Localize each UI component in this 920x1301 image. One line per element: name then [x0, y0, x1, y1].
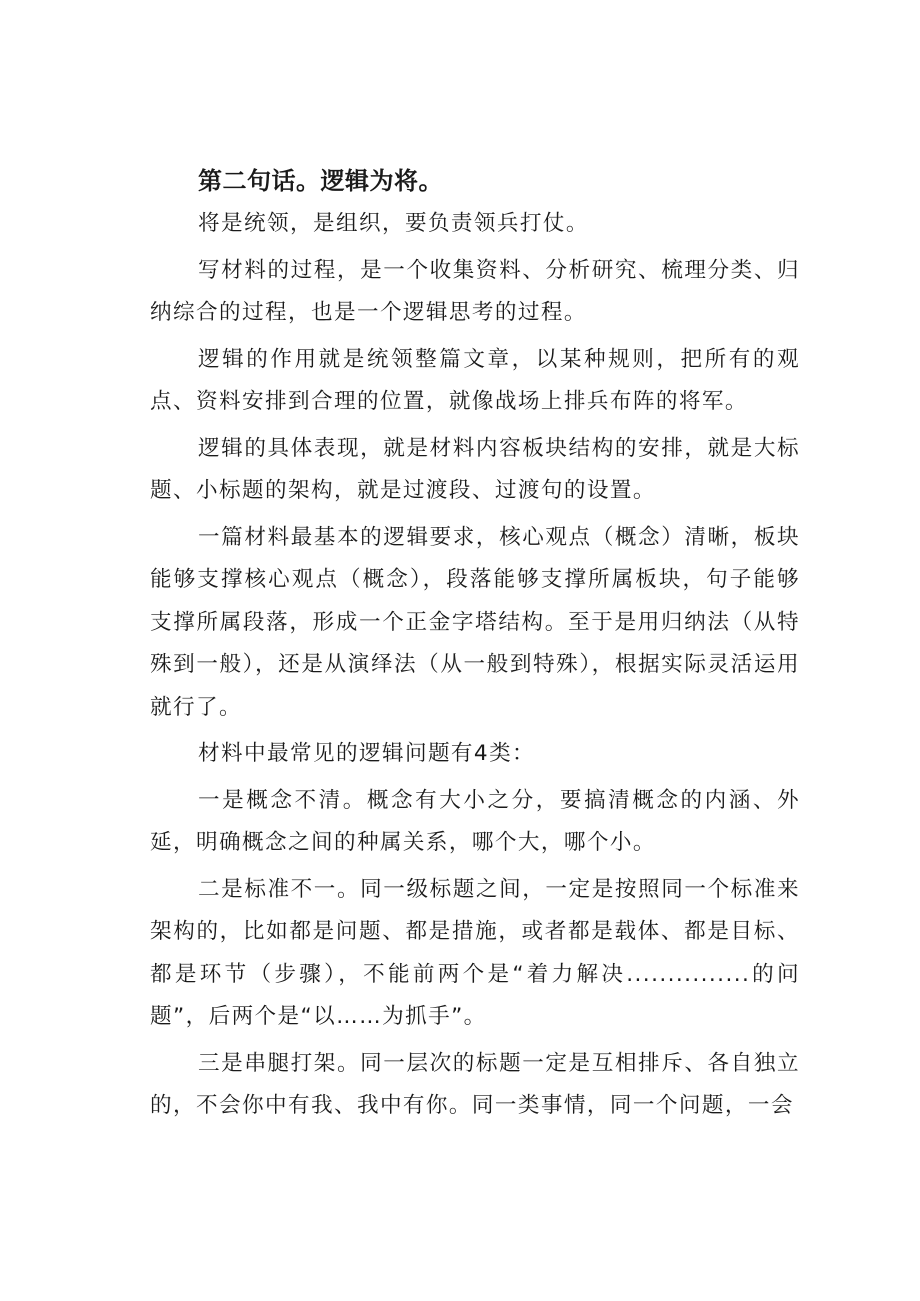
section-heading: 第二句话。逻辑为将。 — [198, 167, 443, 195]
paragraph-5: 一篇材料最基本的逻辑要求，核心观点（概念）清晰，板块能够支撑核心观点（概念），段落能够支撑所属板块，句子能够支撑所属段落，形成一个正金字塔结构。至于是用归纳法（从特殊到一般），还是从演绎法（从一般到特殊），根据实际灵活运用就行了。 — [150, 524, 800, 720]
paragraph-7: 一是概念不清。概念有大小之分，要搞清概念的内涵、外延，明确概念之间的种属关系，哪个大，哪个小。 — [150, 787, 800, 855]
paragraph-4: 逻辑的具体表现，就是材料内容板块结构的安排，就是大标题、小标题的架构，就是过渡段、过渡句的设置。 — [150, 435, 800, 503]
paragraph-1: 将是统领，是组织，要负责领兵打仗。 — [198, 211, 589, 236]
document-body — [150, 160, 800, 1132]
paragraph-9: 三是串腿打架。同一层次的标题一定是互相排斥、各自独立的，不会你中有我、我中有你。同一类事情，同一个问题，一会 — [150, 1050, 800, 1118]
paragraph-6: 材料中最常见的逻辑问题有4类： — [198, 741, 536, 766]
paragraph-8: 二是标准不一。同一级标题之间，一定是按照同一个标准来架构的，比如都是问题、都是措施，或者都是载体、都是目标、都是环节（步骤），不能前两个是“着力解决...............的问题”，后两个是“以……为抓手”。 — [150, 876, 800, 1029]
paragraph-2: 写材料的过程，是一个收集资料、分析研究、梳理分类、归纳综合的过程，也是一个逻辑思考的过程。 — [150, 257, 800, 325]
paragraph-3: 逻辑的作用就是统领整篇文章，以某种规则，把所有的观点、资料安排到合理的位置，就像战场上排兵布阵的将军。 — [150, 346, 800, 414]
